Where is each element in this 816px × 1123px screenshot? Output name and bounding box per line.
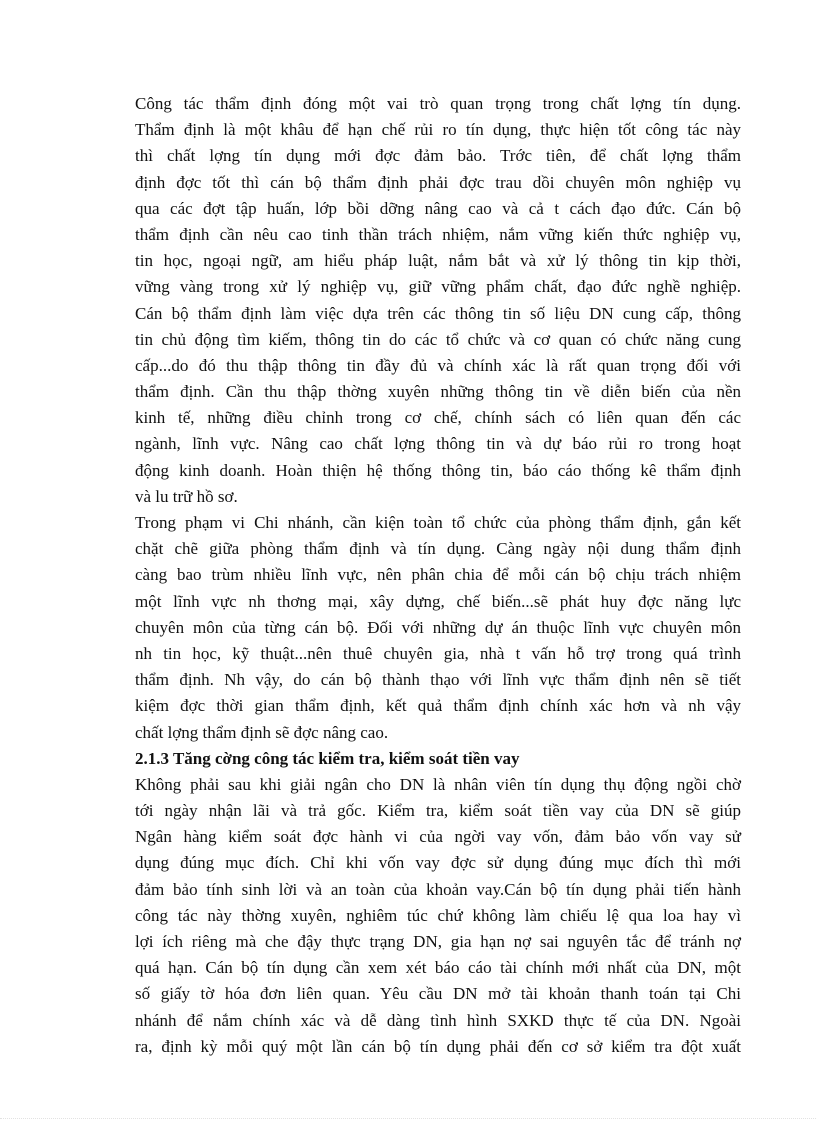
- text-line: và lu trữ hồ sơ.: [135, 486, 238, 506]
- text-line: Không phải sau khi giải ngân cho DN là nhân viên tín dụng thụ động ngồi chờ: [135, 774, 741, 794]
- text-line: Thẩm định là một khâu để hạn chế rủi ro tín dụng, thực hiện tốt công tác này: [135, 120, 741, 140]
- text-line: thẩm định. Nh vậy, do cán bộ thành thạo với lĩnh vực thẩm định nên sẽ tiết: [135, 670, 741, 690]
- text-line: Cán bộ thẩm định làm việc dựa trên các thông tin số liệu DN cung cấp, thông: [135, 303, 741, 323]
- text-line: tin chủ động tìm kiếm, thông tin do các tổ chức và cơ quan có chức năng cung: [135, 329, 741, 349]
- text-line: định đợc tốt thì cán bộ thẩm định phải đợc trau dồi chuyên môn nghiệp vụ: [135, 172, 741, 192]
- text-line: số giấy tờ hóa đơn liên quan. Yêu cầu DN mở tài khoản thanh toán tại Chi: [135, 984, 741, 1004]
- text-line: nh tin học, kỹ thuật...nên thuê chuyên gia, nhà t vấn hỗ trợ trong quá trình: [135, 643, 741, 663]
- text-line: công tác này thờng xuyên, nghiêm túc chứ không làm chiếu lệ qua loa hay vì: [135, 905, 741, 925]
- paragraph-appraisal-organization: [135, 510, 741, 746]
- text-line: dụng đúng mục đích. Chỉ khi vốn vay đợc sử dụng đúng mục đích thì mới: [135, 853, 741, 873]
- text-line: càng bao trùm nhiều lĩnh vực, nên phân chia để mỗi cán bộ chịu trách nhiệm: [135, 565, 741, 585]
- text-line: tin học, ngoại ngữ, am hiểu pháp luật, nắm bắt và xử lý thông tin kịp thời,: [135, 251, 741, 271]
- section-heading: 2.1.3 Tăng cờng công tác kiểm tra, kiểm soát tiền vay: [135, 748, 520, 768]
- text-line: Công tác thẩm định đóng một vai trò quan trọng trong chất lợng tín dụng.: [135, 94, 741, 113]
- text-line: kiệm đợc thời gian thẩm định, kết quả thẩm định chính xác hơn và nh vậy: [135, 696, 741, 716]
- text-line: chặt chẽ giữa phòng thẩm định và tín dụng. Càng ngày nội dung thẩm định: [135, 539, 741, 559]
- text-line: thẩm định. Cần thu thập thờng xuyên những thông tin về diễn biến của nền: [135, 382, 741, 402]
- text-line: thẩm định cần nêu cao tinh thần trách nhiệm, nắm vững kiến thức nghiệp vụ,: [135, 224, 741, 244]
- text-line: Ngân hàng kiểm soát đợc hành vi của ngời vay vốn, đảm bảo vốn vay sử: [135, 827, 741, 847]
- text-line: kinh tế, những điều chỉnh trong cơ chế, chính sách có liên quan đến các: [135, 408, 741, 428]
- text-line: qua các đợt tập huấn, lớp bồi dỡng nâng cao và cả t cách đạo đức. Cán bộ: [135, 198, 741, 218]
- text-line: lợi ích riêng mà che đậy thực trạng DN, gia hạn nợ sai nguyên tắc để tránh nợ: [135, 932, 741, 951]
- text-line: chất lợng thẩm định sẽ đợc nâng cao.: [135, 722, 389, 742]
- text-line: Trong phạm vi Chi nhánh, cần kiện toàn tổ chức của phòng thẩm định, gắn kết: [135, 513, 741, 532]
- text-line: một lĩnh vực nh thơng mại, xây dựng, chế biến...sẽ phát huy đợc năng lực: [135, 591, 741, 611]
- paragraph-appraisal-quality: [135, 91, 741, 510]
- text-line: tới ngày nhận lãi và trả gốc. Kiểm tra, kiểm soát tiền vay của DN sẽ giúp: [135, 801, 741, 821]
- text-line: chuyên môn của từng cán bộ. Đối với những dự án thuộc lĩnh vực chuyên môn: [135, 617, 741, 637]
- text-line: vững vàng trong xử lý nghiệp vụ, giữ vững phẩm chất, đạo đức nghề nghiệp.: [135, 277, 741, 297]
- text-line: ngành, lĩnh vực. Nâng cao chất lợng thông tin và dự báo rủi ro trong hoạt: [135, 434, 741, 454]
- text-line: đảm bảo tính sinh lời và an toàn của khoản vay.Cán bộ tín dụng phải tiến hành: [135, 879, 741, 899]
- paragraph-loan-control: [135, 772, 741, 1060]
- text-line: quá hạn. Cán bộ tín dụng cần xem xét báo cáo tài chính mới nhất của DN, một: [135, 958, 741, 978]
- text-line: động kinh doanh. Hoàn thiện hệ thống thông tin, báo cáo thống kê thẩm định: [135, 460, 741, 480]
- text-line: thì chất lợng tín dụng mới đợc đảm bảo. Trớc tiên, để chất lợng thẩm: [135, 146, 741, 166]
- text-line: cấp...do đó thu thập thông tin đầy đủ và chính xác là rất quan trọng đối với: [135, 355, 741, 375]
- text-line: ra, định kỳ mỗi quý một lần cán bộ tín dụng phải đến cơ sở kiểm tra đột xuất: [135, 1036, 741, 1056]
- document-page: [135, 91, 741, 1060]
- page-bottom-rule: [0, 1118, 816, 1119]
- text-line: nhánh để nắm chính xác và dễ dàng tình hình SXKD thực tế của DN. Ngoài: [135, 1010, 741, 1030]
